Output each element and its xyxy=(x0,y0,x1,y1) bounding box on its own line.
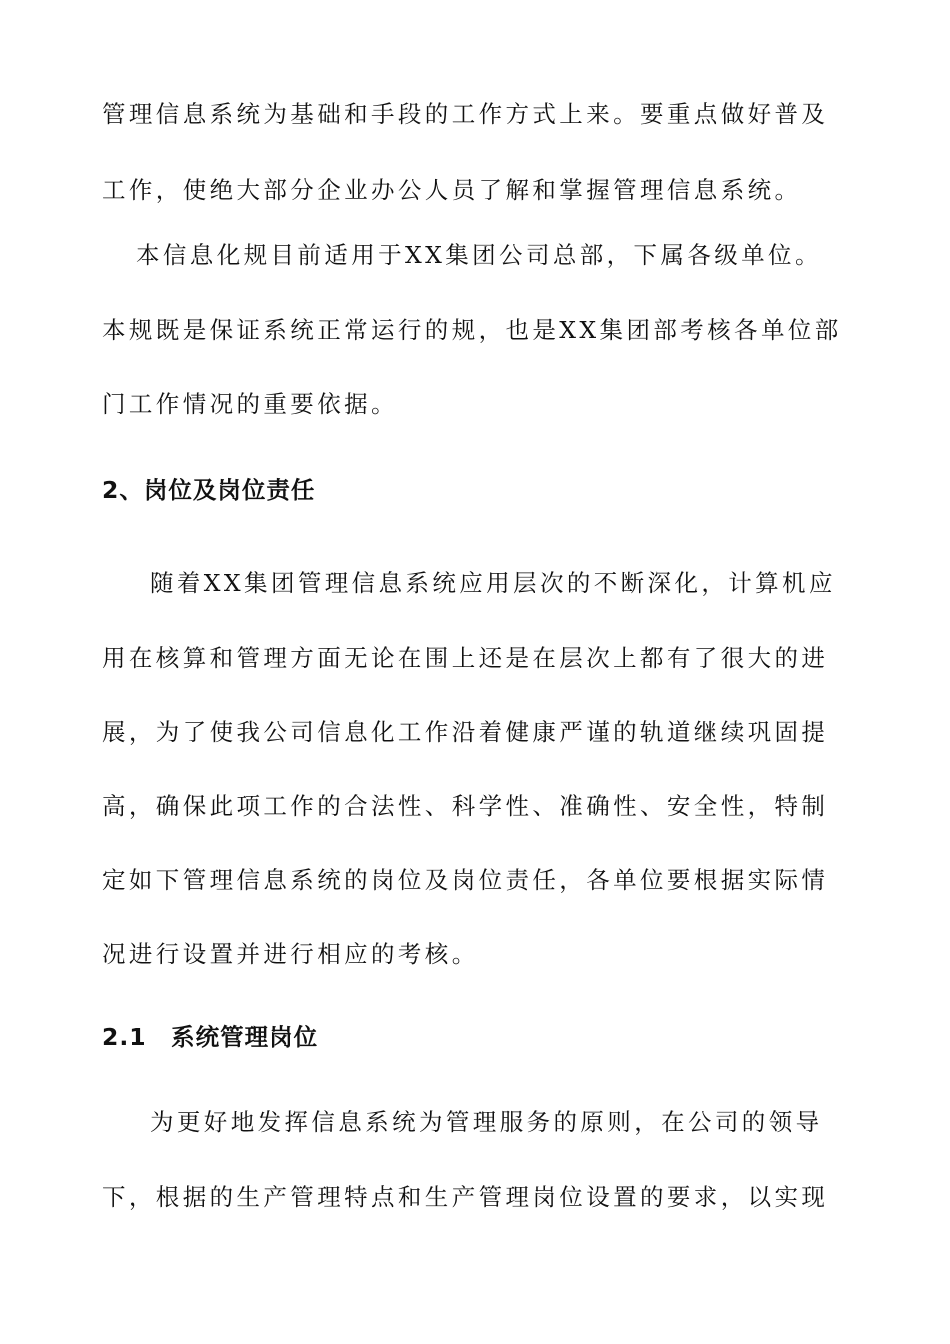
section-2-heading: 2、岗位及岗位责任 xyxy=(102,476,316,504)
paragraph-2-line-3: 门工作情况的重要依据。 xyxy=(102,390,398,418)
paragraph-2-line-1: 本信息化规目前适用于XX集团公司总部，下属各级单位。 xyxy=(136,241,822,269)
paragraph-1-line-2: 工作，使绝大部分企业办公人员了解和掌握管理信息系统。 xyxy=(102,176,802,204)
section-2-line-5: 定如下管理信息系统的岗位及岗位责任，各单位要根据实际情 xyxy=(102,866,829,894)
section-2-line-6: 况进行设置并进行相应的考核。 xyxy=(102,940,479,968)
section-2-line-4: 高，确保此项工作的合法性、科学性、准确性、安全性，特制 xyxy=(102,792,829,820)
paragraph-2-line-2: 本规既是保证系统正常运行的规，也是XX集团部考核各单位部 xyxy=(102,316,842,344)
section-2-1-heading: 2.1 系统管理岗位 xyxy=(102,1023,319,1051)
section-2-line-1: 随着XX集团管理信息系统应用层次的不断深化，计算机应 xyxy=(150,569,836,597)
section-2-1-line-2: 下，根据的生产管理特点和生产管理岗位设置的要求，以实现 xyxy=(102,1183,829,1211)
section-2-line-3: 展，为了使我公司信息化工作沿着健康严谨的轨道继续巩固提 xyxy=(102,718,829,746)
section-2-1-line-1: 为更好地发挥信息系统为管理服务的原则，在公司的领导 xyxy=(150,1108,823,1136)
paragraph-1-line-1: 管理信息系统为基础和手段的工作方式上来。要重点做好普及 xyxy=(102,100,829,128)
section-2-line-2: 用在核算和管理方面无论在围上还是在层次上都有了很大的进 xyxy=(102,644,829,672)
